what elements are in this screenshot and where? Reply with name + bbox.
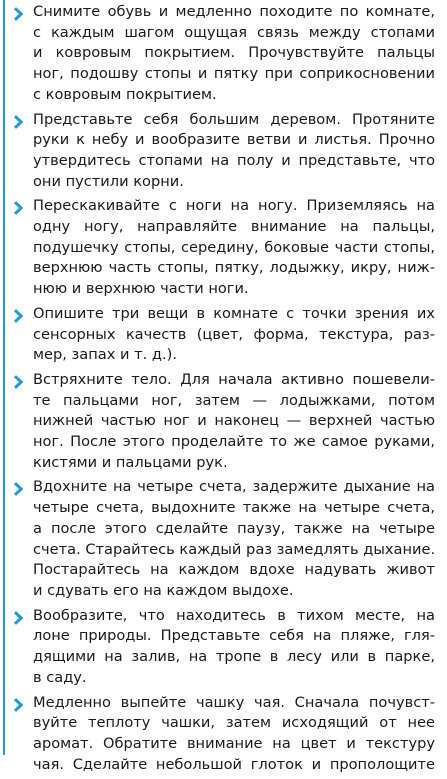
chevron-right-icon (12, 611, 26, 625)
text-line: нижней частью ног и наконец — верхней частью (33, 412, 435, 430)
list-item (0, 477, 447, 601)
chevron-right-icon (12, 309, 26, 323)
text-line: с каждым шагом ощущая связь между стопами (33, 23, 435, 41)
text-line: Вообразите, что находитесь в тихом месте, на (33, 606, 435, 624)
text-line: нюю и верхнюю части ноги. (33, 280, 249, 298)
text-line: Встряхните тело. Для начала активно пошевели- (33, 370, 435, 388)
text-line: с ковровым покрытием. (33, 85, 217, 103)
text-line: счета. Старайтесь каждый раз замедлять дыхание. (33, 540, 435, 558)
text-line: а после этого сделайте паузу, также на четыре (33, 519, 435, 537)
text-line: ног. После этого проделайте то же самое руками, (33, 433, 435, 451)
text-line: верхнюю часть стопы, пятку, лодыжку, икру, ниж- (33, 259, 435, 277)
list-item-text (33, 196, 435, 300)
text-line: ног, подошву стопы и пятку при соприкосновении (33, 65, 435, 83)
list-item (0, 606, 447, 689)
text-line: сенсорных качеств (цвет, форма, текстура, раз- (33, 325, 435, 343)
text-line: они пустили корни. (33, 172, 184, 190)
list-item (0, 2, 447, 106)
list-item (0, 196, 447, 300)
text-line: аромат. Обратите внимание на цвет и текстуру (33, 734, 435, 752)
text-line: мер, запах и т. д.). (33, 346, 177, 364)
list-item-text (33, 693, 435, 776)
text-line: Представьте себя большим деревом. Протяните (33, 110, 435, 128)
text-line: Медленно выпейте чашку чая. Сначала почувст- (33, 693, 435, 711)
list-item (0, 304, 447, 366)
text-line: Постарайтесь на каждом вдохе надувать живот (33, 561, 435, 579)
chevron-right-icon (12, 201, 26, 215)
list-item (0, 110, 447, 193)
text-line: и сдувать его на каждом выдохе. (33, 581, 294, 599)
text-line: и ковровым покрытием. Прочувствуйте пальцы (33, 44, 435, 62)
text-line: утвердитесь стопами на полу и представьте, что (33, 151, 435, 169)
text-line: лоне природы. Представьте себя на пляже, гля- (33, 627, 435, 645)
text-line: Опишите три вещи в комнате с точки зрения их (33, 304, 435, 322)
chevron-right-icon (12, 7, 26, 21)
text-line: Вдохните на четыре счета, задержите дыхание на (33, 478, 435, 496)
text-line: вуйте теплоту чашки, затем исходящий от нее (33, 714, 435, 732)
list-item-text (33, 2, 435, 106)
text-line: чая. Сделайте небольшой глоток и прополощите (33, 755, 435, 773)
text-line: Перескакивайте с ноги на ногу. Приземляясь на (33, 197, 435, 215)
text-line: руки к небу и вообразите ветви и листья. Прочно (33, 131, 435, 149)
text-line: в саду. (33, 668, 87, 686)
list-item (0, 370, 447, 474)
chevron-right-icon (12, 115, 26, 129)
text-line: те пальцами ног, затем — лодыжками, потом (33, 391, 435, 409)
chevron-right-icon (12, 698, 26, 712)
list-item-text (33, 304, 435, 366)
list-item-text (33, 370, 435, 474)
chevron-right-icon (12, 375, 26, 389)
text-line: Снимите обувь и медленно походите по комнате, (33, 3, 435, 20)
text-line: четыре счета, выдохните также на четыре счета, (33, 499, 435, 517)
text-line: одну ногу, направляйте внимание на пальцы, (33, 218, 435, 236)
text-line: подушечку стопы, середину, боковые части стопы, (33, 238, 435, 256)
list-item-text (33, 606, 435, 689)
chevron-right-icon (12, 482, 26, 496)
text-line: дящими на залив, на тропе в лесу или в парке, (33, 648, 435, 666)
list-item-text (33, 477, 435, 601)
exercise-list (0, 2, 447, 779)
list-item-text (33, 110, 435, 193)
text-line: кистями и пальцами рук. (33, 453, 228, 471)
list-item (0, 693, 447, 776)
